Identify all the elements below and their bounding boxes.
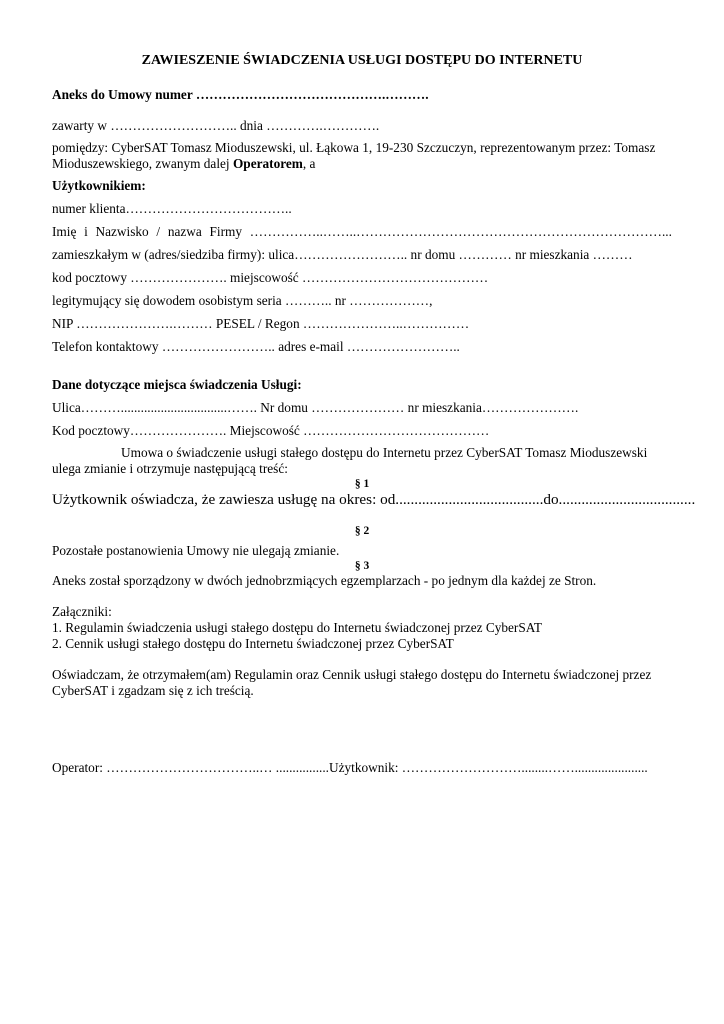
section-2-mark: § 2 <box>354 525 370 537</box>
agreement-line-1: Umowa o świadczenie usługi stałego dostępu do Internetu przez CyberSAT Tomasz Mioduszewski <box>121 445 648 460</box>
between-line-2-end: , a <box>302 156 316 171</box>
name-field <box>52 224 672 240</box>
phone-email-field: Telefon kontaktowy …………………….. adres e-mail …………………….. <box>52 339 460 354</box>
service-place-heading: Dane dotyczące miejsca świadczenia Usługi: <box>52 377 302 392</box>
attachments-heading: Załączniki: <box>52 604 112 619</box>
name-word: / <box>156 224 161 239</box>
client-number-field: numer klienta……………………………….. <box>52 201 292 216</box>
between-line-2 <box>52 156 315 172</box>
section-2-text: Pozostałe postanowienia Umowy nie ulegają zmianie. <box>52 543 340 558</box>
annex-number: Aneks do Umowy numer …………………………………….………. <box>52 87 429 102</box>
declaration-line-1: Oświadczam, że otrzymałem(am) Regulamin oraz Cennik usługi stałego dostępu do Internetu świadczonej przez <box>52 667 652 682</box>
between-line-1: pomiędzy: CyberSAT Tomasz Mioduszewski, ul. Łąkowa 1, 19-230 Szczuczyn, reprezentowanym przez: Tomasz <box>52 140 656 155</box>
document-title: ZAWIESZENIE ŚWIADCZENIA USŁUGI DOSTĘPU DO INTERNETU <box>141 53 583 68</box>
user-heading: Użytkownikiem: <box>52 178 146 193</box>
section-3-mark: § 3 <box>354 560 370 572</box>
declaration-line-2: CyberSAT i zgadzam się z ich treścią. <box>52 683 254 698</box>
attachment-item-2: 2. Cennik usługi stałego dostępu do Internetu świadczonej przez CyberSAT <box>52 636 454 651</box>
name-word: i <box>84 224 88 239</box>
name-dots: ……………..……..……………………………………………………………... <box>249 224 672 239</box>
signature-line: Operator: ……………………………..… ................Użytkownik: ………………………........……...................... <box>52 760 648 775</box>
address-field: zamieszkałym w (adres/siedziba firmy): ulica…………………….. nr domu ………… nr mieszkania ……… <box>52 247 633 262</box>
id-card-field: legitymujący się dowodem osobistym seria ……….. nr ………………, <box>52 293 433 308</box>
section-1-mark: § 1 <box>354 478 370 490</box>
suspension-period: Użytkownik oświadcza, że zawiesza usługę na okres: od.......................................do.................................... <box>52 491 696 508</box>
name-word: Imię <box>52 224 77 239</box>
service-postal-field: Kod pocztowy…………………. Miejscowość …………………………………… <box>52 423 490 438</box>
concluded-line: zawarty w ……………………….. dnia ………….…………. <box>52 118 380 133</box>
agreement-line-2: ulega zmianie i otrzymuje następującą treść: <box>52 461 288 476</box>
attachment-item-1: 1. Regulamin świadczenia usługi stałego dostępu do Internetu świadczonej przez CyberSAT <box>52 620 543 635</box>
between-line-2-text: Mioduszewskiego, zwanym dalej <box>52 156 233 171</box>
section-3-text: Aneks został sporządzony w dwóch jednobrzmiących egzemplarzach - po jednym dla każdej ze Stron. <box>52 573 597 588</box>
service-street-field: Ulica………................................……. Nr domu ………………… nr mieszkania…………………. <box>52 400 579 415</box>
nip-pesel-field: NIP ………………….……… PESEL / Regon …………………..…………… <box>52 316 470 331</box>
name-word: Nazwisko <box>95 224 149 239</box>
name-word: Firmy <box>209 224 243 239</box>
operator-term: Operatorem <box>232 156 303 171</box>
postal-field: kod pocztowy …………………. miejscowość …………………………………… <box>52 270 489 285</box>
name-word: nazwa <box>167 224 202 239</box>
